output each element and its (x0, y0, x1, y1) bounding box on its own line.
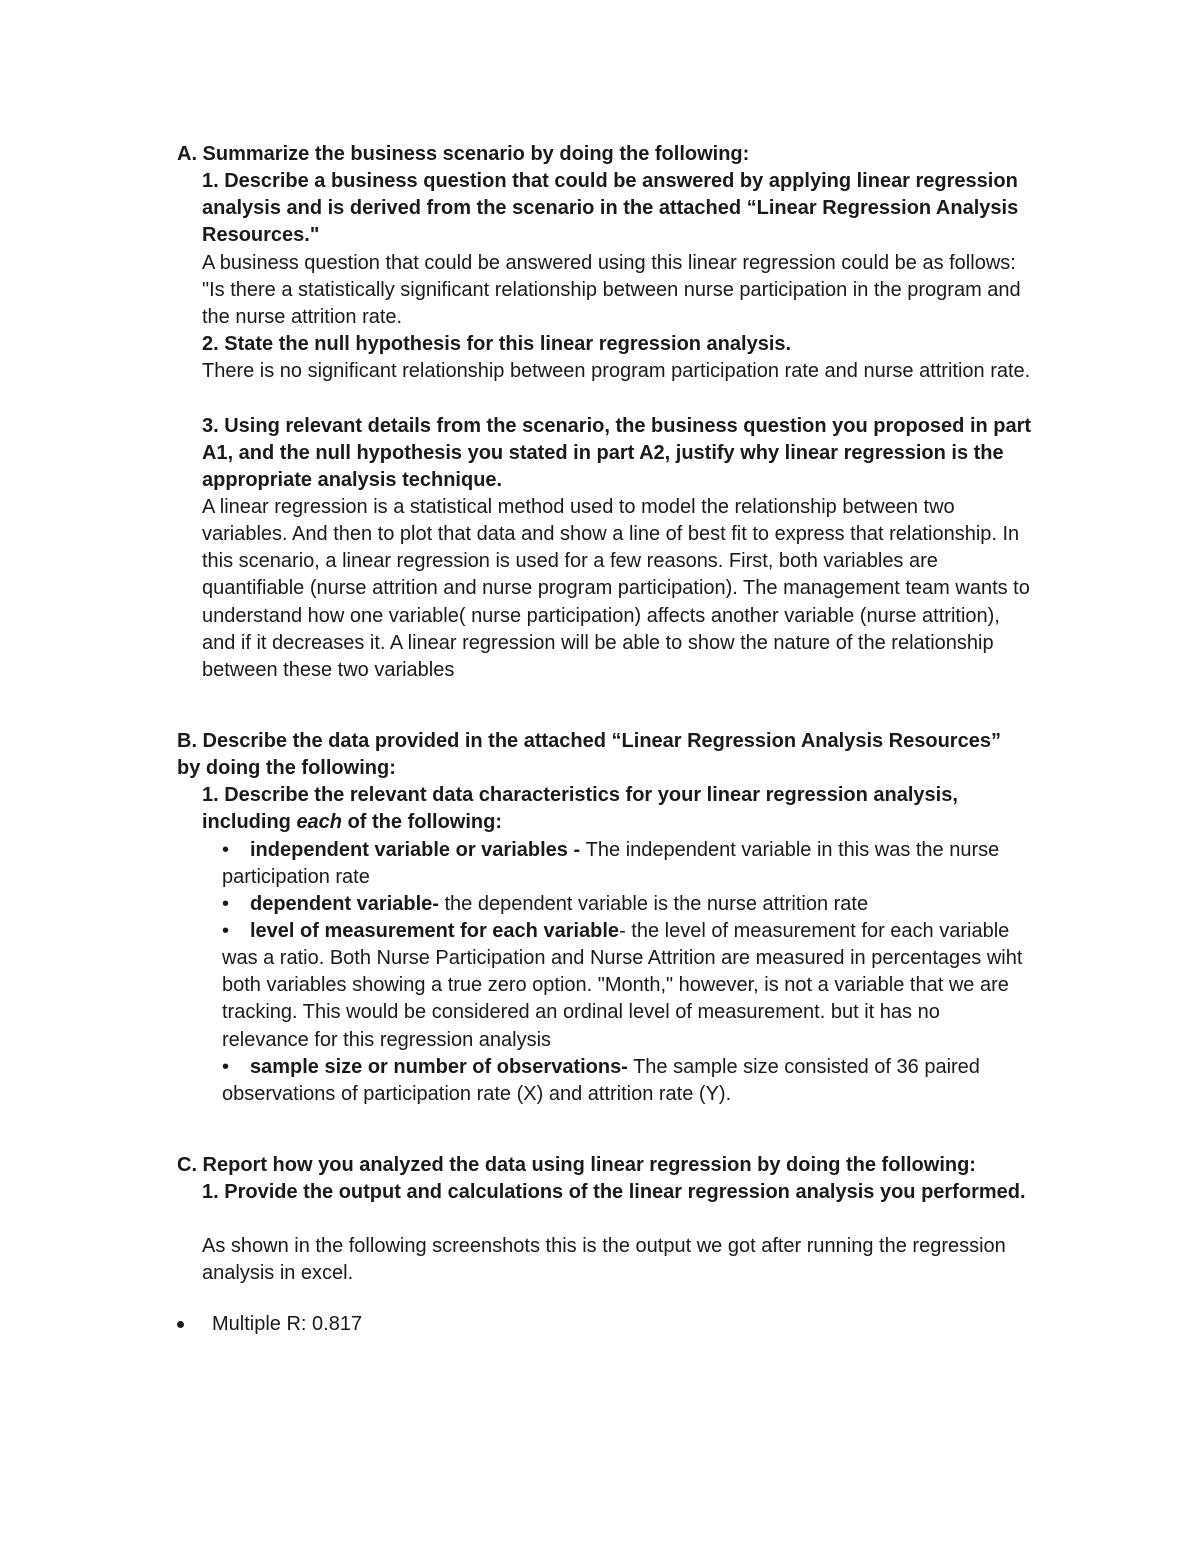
answer-a2: There is no significant relationship between program participation rate and nurse attrition rate. (202, 360, 1031, 382)
item-label: independent variable or variables - (250, 839, 586, 861)
item-text: relevance for this regression analysis (222, 1029, 552, 1051)
item-text: - the level of measurement for each variable (619, 920, 1010, 942)
answer-c1: As shown in the following screenshots this is the output we got after running the regression (202, 1235, 1006, 1257)
question-a1: analysis and is derived from the scenario in the attached “Linear Regression Analysis (202, 197, 1019, 219)
answer-a1: the nurse attrition rate. (202, 306, 403, 328)
question-b1: 1. Describe the relevant data characteristics for your linear regression analysis, (202, 784, 958, 806)
bullet-icon: • (222, 893, 230, 915)
item-text: observations of participation rate (X) and attrition rate (Y). (222, 1083, 732, 1105)
answer-a3: this scenario, a linear regression is used for a few reasons. First, both variables are (202, 550, 938, 572)
answer-a3: and if it decreases it. A linear regression will be able to show the nature of the relationship (202, 632, 994, 654)
list-item (222, 891, 868, 918)
bullet-icon: • (222, 920, 230, 942)
answer-a3: A linear regression is a statistical method used to model the relationship between two (202, 496, 955, 518)
question-b1 (202, 809, 502, 836)
result-multiple-r: Multiple R: 0.817 (212, 1313, 363, 1335)
bullet-icon: • (222, 1056, 230, 1078)
list-item (222, 918, 1009, 945)
question-b1-post: of the following: (342, 811, 502, 833)
question-a3: A1, and the null hypothesis you stated in part A2, justify why linear regression is the (202, 442, 1004, 464)
item-label: level of measurement for each variable (250, 920, 620, 942)
answer-a3: between these two variables (202, 659, 455, 681)
emphasis-each: each (296, 811, 343, 833)
answer-c1: analysis in excel. (202, 1262, 354, 1284)
list-item (222, 837, 999, 864)
section-c-heading: C. Report how you analyzed the data using linear regression by doing the following: (177, 1154, 976, 1176)
item-text: participation rate (222, 866, 370, 888)
item-text: the dependent variable is the nurse attrition rate (438, 893, 869, 915)
question-a1: 1. Describe a business question that could be answered by applying linear regression (202, 170, 1018, 192)
question-a1: Resources." (202, 224, 320, 246)
item-label: dependent variable- (250, 893, 439, 915)
bullet-icon: • (222, 839, 230, 861)
item-label: sample size or number of observations- (250, 1056, 628, 1078)
question-b1-pre: including (202, 811, 297, 833)
answer-a3: variables. And then to plot that data and show a line of best fit to express that relationship. In (202, 523, 1020, 545)
item-text: both variables showing a true zero option. "Month," however, is not a variable that we are (222, 974, 1009, 996)
answer-a1: A business question that could be answered using this linear regression could be as follows: (202, 252, 1016, 274)
bullet-dot-icon (177, 1321, 184, 1328)
item-text: was a ratio. Both Nurse Participation and Nurse Attrition are measured in percentages wiht (222, 947, 1023, 969)
question-a2: 2. State the null hypothesis for this linear regression analysis. (202, 333, 792, 355)
item-text: The sample size consisted of 36 paired (627, 1056, 980, 1078)
answer-a3: quantifiable (nurse attrition and nurse program participation). The management team wants to (202, 577, 1030, 599)
question-a3: appropriate analysis technique. (202, 469, 503, 491)
section-a-heading: A. Summarize the business scenario by doing the following: (177, 143, 750, 165)
section-b-heading: B. Describe the data provided in the attached “Linear Regression Analysis Resources” (177, 730, 1001, 752)
item-text: The independent variable in this was the nurse (585, 839, 1000, 861)
list-item (222, 1054, 980, 1081)
question-c1: 1. Provide the output and calculations of the linear regression analysis you performed. (202, 1181, 1026, 1203)
answer-a3: understand how one variable( nurse participation) affects another variable (nurse attrition), (202, 605, 1000, 627)
item-text: tracking. This would be considered an ordinal level of measurement. but it has no (222, 1001, 940, 1023)
answer-a1: "Is there a statistically significant relationship between nurse participation in the program and (202, 279, 1021, 301)
question-a3: 3. Using relevant details from the scenario, the business question you proposed in part (202, 415, 1032, 437)
section-b-heading: by doing the following: (177, 757, 396, 779)
